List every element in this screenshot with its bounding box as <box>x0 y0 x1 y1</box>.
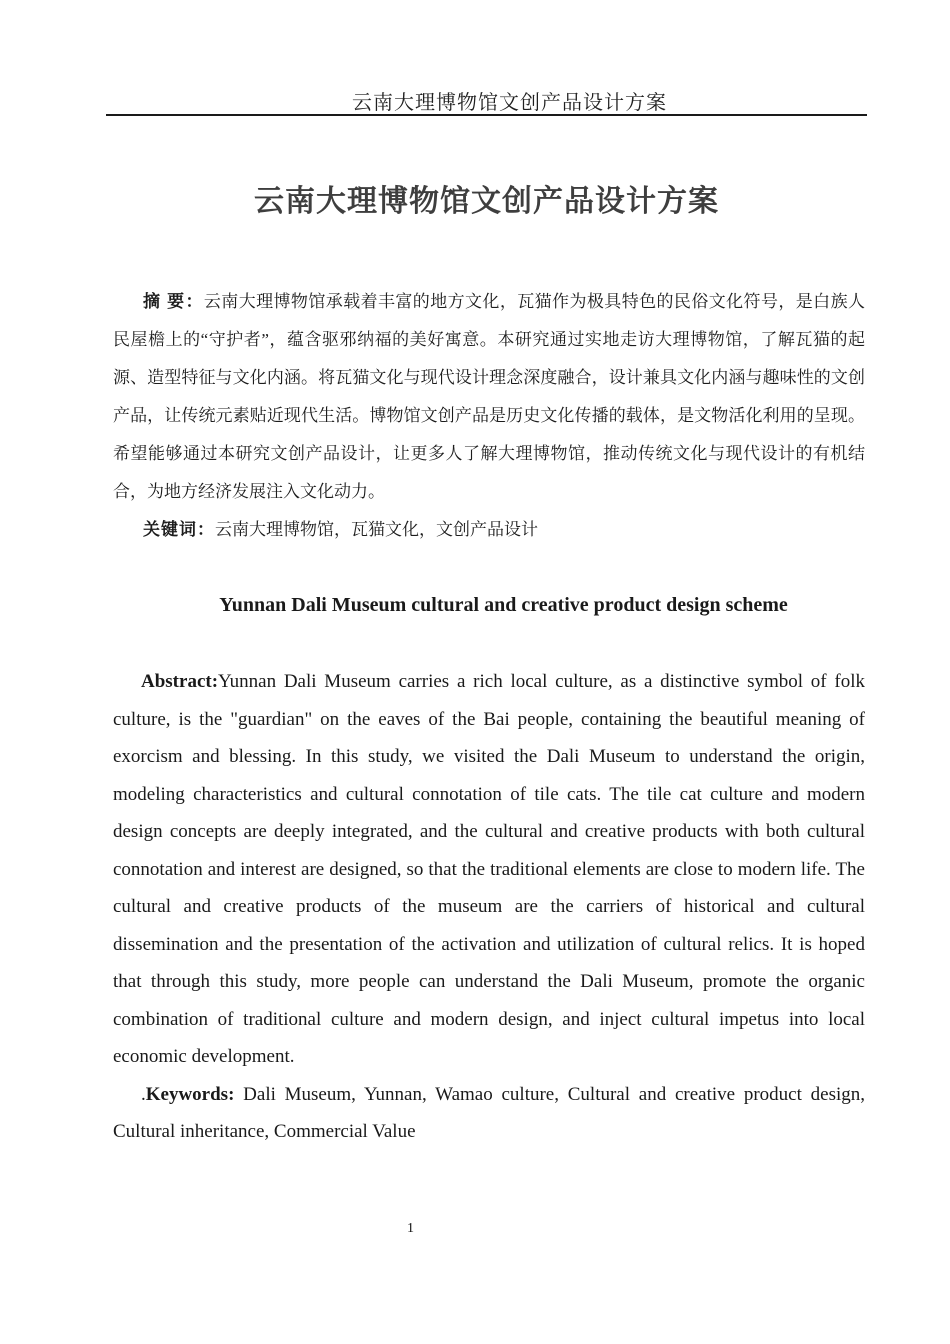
chinese-abstract-paragraph <box>113 283 865 511</box>
chinese-abstract-label: 摘 要： <box>143 292 204 311</box>
chinese-abstract-section <box>113 283 865 549</box>
english-abstract-text: Yunnan Dali Museum carries a rich local culture, as a distinctive symbol of folk culture, is the "guardian" on the eaves of the Bai people, containing the beautiful meaning of exorcism and blessing. In this study, we visited the Dali Museum to understand the origin, modeling characteristics and cultural connotation of tile cats. The tile cat culture and modern design concepts are deeply integrated, and the cultural and creative products with both cultural connotation and interest are designed, so that the traditional elements are close to modern life. The cultural and creative products of the museum are the carriers of historical and cultural dissemination and the presentation of the activation and utilization of cultural relics. It is hoped that through this study, more people can understand the Dali Museum, promote the organic combination of traditional culture and modern design, and inject cultural impetus into local economic development. <box>113 671 865 1067</box>
chinese-keywords-paragraph <box>113 511 865 549</box>
english-keywords-text: Dali Museum, Yunnan, Wamao culture, Cultural and creative product design, Cultural inheritance, Commercial Value <box>113 1083 865 1142</box>
english-keywords-paragraph <box>113 1076 865 1151</box>
english-abstract-section <box>113 663 865 1151</box>
english-keywords-label: Keywords: <box>145 1083 235 1105</box>
english-abstract-label: Abstract: <box>141 671 219 692</box>
chinese-keywords-text: 云南大理博物馆，瓦猫文化，文创产品设计 <box>215 520 538 539</box>
english-abstract-paragraph <box>113 663 865 1076</box>
running-header-title: 云南大理博物馆文创产品设计方案 <box>352 92 667 114</box>
header-divider <box>106 114 867 116</box>
english-keywords-prefix: . <box>141 1083 146 1105</box>
chinese-keywords-label: 关键词： <box>143 520 215 539</box>
document-title-english: Yunnan Dali Museum cultural and creative product design scheme <box>219 594 788 616</box>
page-number: 1 <box>407 1221 414 1236</box>
document-title-chinese: 云南大理博物馆文创产品设计方案 <box>254 184 719 219</box>
chinese-abstract-text: 云南大理博物馆承载着丰富的地方文化，瓦猫作为极具特色的民俗文化符号，是白族人民屋檐上的“守护者”，蕴含驱邪纳福的美好寓意。本研究通过实地走访大理博物馆，了解瓦猫的起源、造型特征与文化内涵。将瓦猫文化与现代设计理念深度融合，设计兼具文化内涵与趣味性的文创产品，让传统元素贴近现代生活。博物馆文创产品是历史文化传播的载体，是文物活化利用的呈现。希望能够通过本研究文创产品设计，让更多人了解大理博物馆，推动传统文化与现代设计的有机结合，为地方经济发展注入文化动力。 <box>113 292 866 501</box>
